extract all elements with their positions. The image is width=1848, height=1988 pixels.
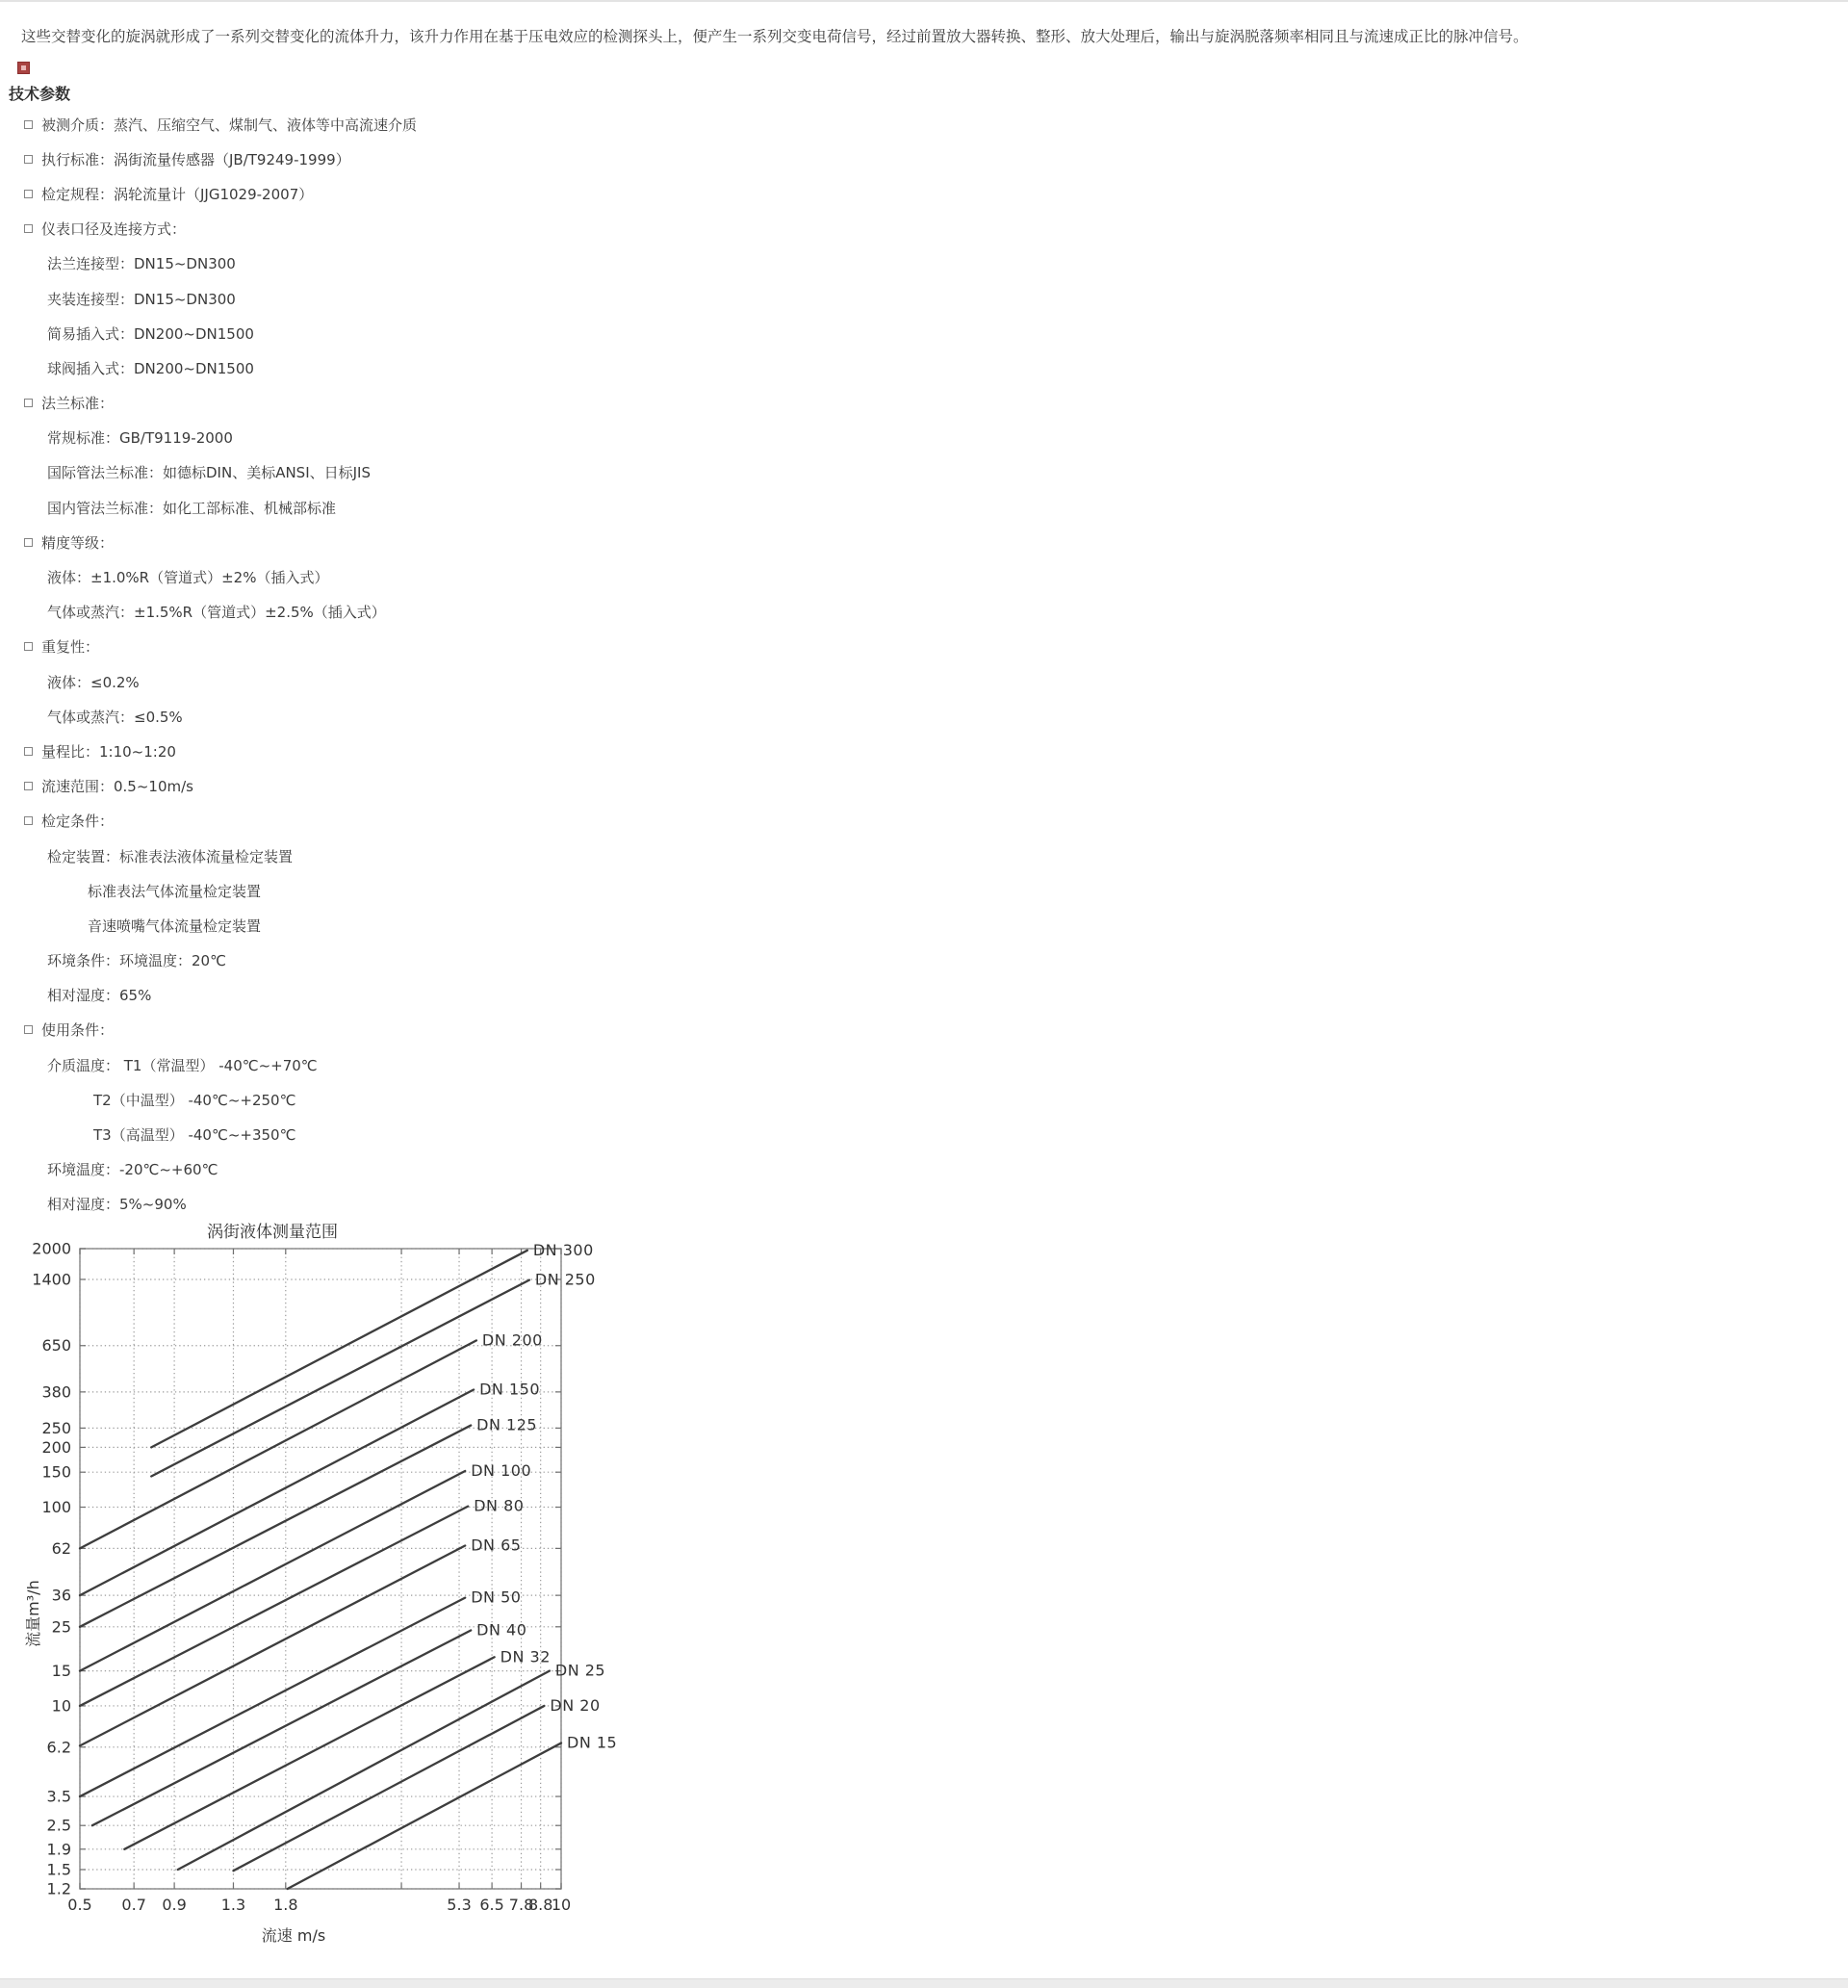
spec-item <box>0 350 1848 385</box>
y-tick-label: 1.5 <box>46 1860 71 1879</box>
chart-title: 涡街液体测量范围 <box>207 1223 338 1242</box>
spec-item <box>0 1082 1848 1117</box>
dn-line-label: DN 32 <box>500 1647 551 1666</box>
x-tick-label: 1.3 <box>220 1896 246 1914</box>
spec-item-text: 法兰标准： <box>41 395 115 413</box>
spec-item <box>0 281 1848 316</box>
dn-line-label: DN 125 <box>476 1415 538 1434</box>
x-tick-label: 5.3 <box>447 1896 472 1914</box>
square-bullet-icon <box>24 120 33 129</box>
square-bullet-icon <box>24 190 33 198</box>
broken-image-icon <box>17 62 30 74</box>
y-tick-label: 2.5 <box>46 1816 71 1835</box>
y-tick-label: 3.5 <box>46 1787 71 1806</box>
spec-item-text: 介质温度： T1（常温型） -40℃~+70℃ <box>47 1056 318 1074</box>
spec-item-text: 被测介质：蒸汽、压缩空气、煤制气、液体等中高流速介质 <box>41 116 418 134</box>
square-bullet-icon <box>24 224 33 233</box>
x-tick-label: 7.8 <box>508 1896 534 1914</box>
spec-item-text: 夹装连接型：DN15~DN300 <box>47 290 236 308</box>
spec-item <box>0 664 1848 699</box>
spec-item-text: 气体或蒸汽：±1.5%R（管道式）±2.5%（插入式） <box>47 604 386 622</box>
chart-container <box>19 1222 1848 1962</box>
spec-item <box>0 1047 1848 1082</box>
spec-item <box>0 142 1848 176</box>
spec-item-text: 球阀插入式：DN200~DN1500 <box>47 359 254 377</box>
bottom-divider <box>0 1978 1848 1988</box>
spec-item <box>0 490 1848 525</box>
spec-item-text: 音速喷嘴气体流量检定装置 <box>88 917 262 935</box>
y-tick-label: 650 <box>41 1336 71 1355</box>
dn-line-label: DN 300 <box>532 1240 594 1259</box>
spec-item <box>0 804 1848 839</box>
y-tick-label: 62 <box>51 1538 71 1558</box>
spec-item-text: 检定装置：标准表法液体流量检定装置 <box>47 847 294 865</box>
y-tick-label: 25 <box>51 1617 71 1637</box>
spec-item-text: 环境温度：-20℃~+60℃ <box>47 1161 218 1179</box>
spec-item <box>0 1013 1848 1047</box>
spec-item-text: T2（中温型） -40℃~+250℃ <box>93 1091 296 1109</box>
spec-item <box>0 873 1848 908</box>
y-tick-label: 10 <box>51 1696 71 1716</box>
spec-item-text: 精度等级： <box>41 533 115 552</box>
dn-line <box>80 1598 465 1796</box>
y-tick-label: 15 <box>51 1662 71 1681</box>
square-bullet-icon <box>24 782 33 790</box>
dn-line <box>151 1280 529 1477</box>
spec-item <box>0 630 1848 664</box>
spec-item <box>0 908 1848 942</box>
spec-item-text: 液体：±1.0%R（管道式）±2%（插入式） <box>47 569 329 587</box>
spec-item-text: 标准表法气体流量检定装置 <box>88 882 262 900</box>
dn-line-label: DN 15 <box>567 1733 618 1752</box>
flow-range-chart <box>19 1222 683 1958</box>
x-tick-label: 0.7 <box>121 1896 146 1914</box>
spec-list <box>0 107 1848 1222</box>
spec-item <box>0 943 1848 978</box>
spec-item-text: 常规标准：GB/T9119-2000 <box>47 429 233 448</box>
dn-line-label: DN 50 <box>471 1588 522 1607</box>
x-tick-label: 10 <box>551 1896 572 1914</box>
y-tick-label: 250 <box>41 1418 71 1437</box>
spec-item-text: 重复性： <box>41 638 100 657</box>
spec-item <box>0 978 1848 1013</box>
spec-item <box>0 246 1848 281</box>
dn-line-label: DN 150 <box>479 1380 541 1399</box>
spec-item <box>0 1152 1848 1187</box>
y-tick-label: 200 <box>41 1437 71 1457</box>
spec-item <box>0 1117 1848 1151</box>
square-bullet-icon <box>24 642 33 651</box>
spec-item-text: T3（高温型） -40℃~+350℃ <box>93 1126 296 1145</box>
y-tick-label: 36 <box>51 1586 71 1605</box>
spec-item-text: 国际管法兰标准：如德标DIN、美标ANSI、日标JIS <box>47 464 371 482</box>
y-tick-label: 1.2 <box>46 1879 71 1898</box>
spec-item-text: 流速范围：0.5~10m/s <box>41 778 193 796</box>
icon-row <box>17 60 1848 72</box>
y-tick-label: 1.9 <box>46 1840 71 1859</box>
dn-line <box>80 1546 465 1746</box>
spec-item-text: 仪表口径及连接方式： <box>41 220 187 239</box>
spec-item-text: 执行标准：涡街流量传感器（JB/T9249-1999） <box>41 150 350 168</box>
spec-item <box>0 107 1848 142</box>
x-tick-label: 6.5 <box>479 1896 504 1914</box>
dn-line <box>233 1706 544 1871</box>
spec-item <box>0 595 1848 630</box>
spec-item <box>0 316 1848 350</box>
spec-item-text: 量程比：1:10~1:20 <box>41 742 176 761</box>
spec-item <box>0 176 1848 211</box>
y-tick-label: 6.2 <box>46 1738 71 1757</box>
square-bullet-icon <box>24 155 33 164</box>
dn-line-label: DN 200 <box>481 1330 543 1350</box>
dn-line <box>80 1426 471 1627</box>
spec-item-text: 相对湿度：65% <box>47 987 152 1005</box>
dn-line-label: DN 65 <box>471 1536 522 1555</box>
dn-line <box>80 1340 476 1548</box>
y-tick-label: 2000 <box>32 1239 71 1258</box>
x-axis-label: 流速 m/s <box>261 1926 326 1945</box>
x-tick-label: 0.9 <box>162 1896 187 1914</box>
spec-item <box>0 734 1848 768</box>
spec-item-text: 检定规程：涡轮流量计（JJG1029-2007） <box>41 185 314 203</box>
intro-paragraph: 这些交替变化的旋涡就形成了一系列交替变化的流体升力，该升力作用在基于压电效应的检测探头上，便产生一系列交变电荷信号，经过前置放大器转换、整形、放大处理后，输出与旋涡脱落频率相同且与流速成正比的脉冲信号。 <box>21 28 1528 45</box>
square-bullet-icon <box>24 399 33 407</box>
dn-line <box>80 1390 474 1596</box>
dn-line-label: DN 20 <box>550 1695 601 1715</box>
y-tick-label: 380 <box>41 1382 71 1402</box>
spec-item <box>0 455 1848 490</box>
dn-line <box>288 1743 561 1889</box>
spec-item <box>0 769 1848 804</box>
spec-item <box>0 212 1848 246</box>
dn-line-label: DN 80 <box>474 1496 525 1515</box>
square-bullet-icon <box>24 747 33 756</box>
y-tick-label: 150 <box>41 1462 71 1482</box>
spec-item-text: 检定条件： <box>41 813 115 831</box>
y-tick-label: 100 <box>41 1498 71 1517</box>
dn-line-label: DN 100 <box>471 1461 532 1481</box>
spec-item <box>0 559 1848 594</box>
spec-item-text: 相对湿度：5%~90% <box>47 1196 187 1214</box>
y-axis-label: 流量m³/h <box>24 1580 42 1647</box>
dn-line <box>80 1507 468 1706</box>
dn-line <box>151 1251 527 1448</box>
square-bullet-icon <box>24 816 33 825</box>
square-bullet-icon <box>24 538 33 547</box>
dn-line-label: DN 25 <box>554 1661 606 1680</box>
dn-line <box>92 1630 471 1825</box>
spec-item <box>0 386 1848 421</box>
spec-item <box>0 839 1848 873</box>
spec-item <box>0 421 1848 455</box>
x-tick-label: 8.8 <box>527 1896 553 1914</box>
spec-item <box>0 525 1848 559</box>
y-tick-label: 1400 <box>32 1270 71 1289</box>
dn-line-label: DN 40 <box>476 1620 527 1639</box>
dn-line-label: DN 250 <box>534 1270 596 1289</box>
dn-line <box>124 1657 494 1849</box>
x-tick-label: 0.5 <box>67 1896 92 1914</box>
spec-item-text: 使用条件： <box>41 1021 115 1040</box>
square-bullet-icon <box>24 1025 33 1034</box>
spec-item-text: 环境条件：环境温度：20℃ <box>47 952 226 970</box>
spec-item-text: 国内管法兰标准：如化工部标准、机械部标准 <box>47 499 337 517</box>
spec-item-text: 简易插入式：DN200~DN1500 <box>47 324 254 343</box>
spec-item <box>0 699 1848 734</box>
spec-item-text: 法兰连接型：DN15~DN300 <box>47 255 236 273</box>
dn-line <box>80 1471 465 1671</box>
x-tick-label: 1.8 <box>273 1896 298 1914</box>
section-heading: 技术参数 <box>9 85 71 103</box>
spec-item-text: 液体：≤0.2% <box>47 673 140 691</box>
spec-item-text: 气体或蒸汽：≤0.5% <box>47 708 183 726</box>
spec-item <box>0 1187 1848 1222</box>
